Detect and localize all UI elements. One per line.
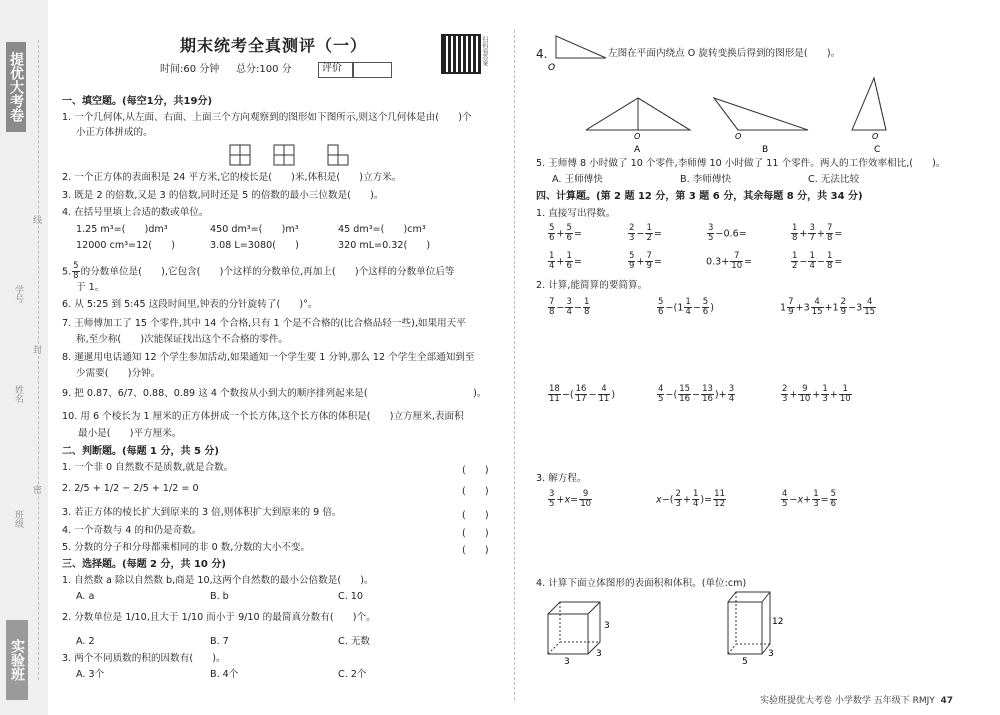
choice-option: B. 4个 [210, 669, 239, 680]
margin-label: 班级 [13, 510, 23, 528]
choice-option: C. 无法比较 [808, 174, 860, 185]
choice-option: C. 10 [338, 591, 364, 602]
calc-item: $\frac{3}{5}$ −0.6= [708, 223, 747, 243]
answer-paren[interactable]: ( ) [462, 510, 489, 521]
judge-4: 4. 一个奇数与 4 的和仍是奇数。 [62, 525, 202, 536]
answer-paren[interactable]: ( ) [462, 528, 489, 539]
choice-option: A. 王师傅快 [552, 174, 603, 185]
question-8-cont: 少需要( )分钟。 [76, 368, 161, 379]
section-true-false: 二、判断题。(每题 1 分，共 5 分) [62, 446, 219, 457]
choice-option: B. b [210, 591, 229, 602]
question-1-cont: 小正方体拼成的。 [76, 127, 153, 138]
question-10-cont: 最小是( )平方厘米。 [78, 428, 182, 439]
cuboid-figure [724, 588, 794, 668]
choice-3: 3. 两个不同质数的积的因数有( )。 [62, 653, 226, 664]
option-c-label: C [874, 145, 881, 155]
calc-item: $\frac{1}{2}$ − $\frac{1}{4}$ − $\frac{1}{8}$ = [792, 251, 843, 271]
point-o-label: O [548, 63, 556, 73]
choice-option: C. 无数 [338, 636, 370, 647]
calc-item: 1 $\frac{7}{9}$ +3 $\frac{4}{15}$ +1 $\frac{2}{9}$ −3 $\frac{4}{15}$ [780, 297, 876, 317]
page-number: 47 [940, 696, 954, 706]
calc-item: 0.3+ $\frac{7}{10}$ = [706, 251, 753, 271]
question-9: 9. 把 0.87、6/7、0.88、0.89 这 4 个数按从小到大的顺序排列起来是( )。 [62, 388, 487, 399]
calc-item: $\frac{4}{5}$ −( $\frac{15}{16}$ − $\frac{13}{16}$ )+ $\frac{3}{4}$ [658, 384, 735, 404]
question-5-cont: 于 1。 [76, 282, 105, 293]
fold-line [514, 30, 515, 700]
calc-item: $\frac{2}{3}$ − $\frac{1}{2}$ = [629, 223, 662, 243]
brand-logo-top: 提优大考卷 [6, 42, 26, 132]
section-fill-blank: 一、填空题。(每空1分，共19分) [62, 96, 213, 107]
judge-2: 2. 2/5 + 1/2 − 2/5 + 1/2 = 0 [62, 483, 199, 494]
svg-text:O: O [634, 132, 641, 141]
question-5: 5. 王师傅 8 小时做了 10 个零件,李师傅 10 小时做了 11 个零件。两人的工作效率相比,( )。 [536, 158, 946, 169]
question-4: 4. 在括号里填上合适的数或单位。 [62, 207, 209, 218]
unit-item: 320 mL=0.32( ) [338, 240, 431, 251]
answer-paren[interactable]: ( ) [462, 465, 489, 476]
question-5: 5. $\frac{5}{8}$ 的分数单位是( ),它包含( )个这样的分数单位,再加上( )个这样的分数单位后等 [62, 261, 455, 281]
margin-label: 封 [31, 345, 41, 354]
qr-caption: 扫码看答案 [481, 36, 488, 66]
footer-text: 实验班提优大考卷 小学数学 五年级下 RMJY 47 [760, 696, 954, 706]
svg-text:3: 3 [596, 649, 602, 659]
unit-item: 1.25 m³=( )dm³ [76, 224, 168, 235]
question-2: 2. 一个正方体的表面积是 24 平方米,它的棱长是( )米,体积是( )立方米。 [62, 172, 402, 183]
svg-text:5: 5 [742, 657, 748, 667]
choice-1: 1. 自然数 a 除以自然数 b,商是 10,这两个自然数的最小公倍数是( )。 [62, 575, 374, 586]
cube-figure [546, 596, 616, 666]
answer-paren[interactable]: ( ) [462, 486, 489, 497]
choice-option: B. 7 [210, 636, 229, 647]
calc-4-title: 4. 计算下面立体图形的表面积和体积。(单位:cm) [536, 578, 747, 589]
cut-line [38, 40, 39, 680]
svg-text:3: 3 [604, 621, 610, 631]
svg-text:3: 3 [564, 657, 570, 667]
svg-text:3: 3 [768, 649, 774, 659]
choice-option: B. 李师傅快 [680, 174, 732, 185]
choice-option: A. 2 [76, 636, 95, 647]
grade-divider [352, 62, 354, 78]
calc-item: $\frac{1}{8}$ + $\frac{3}{7}$ + $\frac{7}{8}$ = [792, 223, 843, 243]
unit-item: 12000 cm³=12( ) [76, 240, 175, 251]
question-4-number: 4. [536, 47, 548, 61]
calc-item: $\frac{5}{9}$ + $\frac{7}{9}$ = [629, 251, 662, 271]
question-3: 3. 既是 2 的倍数,又是 3 的倍数,同时还是 5 的倍数的最小三位数是( )。 [62, 190, 384, 201]
svg-text:12: 12 [772, 617, 784, 627]
calc-item: $\frac{18}{11}$ −( $\frac{16}{17}$ − $\frac{4}{11}$ ) [549, 384, 616, 404]
calc-3-title: 3. 解方程。 [536, 473, 587, 484]
qr-code[interactable] [441, 34, 481, 74]
choice-option: A. 3个 [76, 669, 105, 680]
margin-label: 线 [31, 215, 41, 224]
choice-2: 2. 分数单位是 1/10,且大于 1/10 而小于 9/10 的最简真分数有( )个。 [62, 612, 376, 623]
judge-5: 5. 分数的分子和分母都乘相同的非 0 数,分数的大小不变。 [62, 542, 311, 553]
calc-item: $\frac{2}{3}$ + $\frac{9}{10}$ + $\frac{1}{3}$ + $\frac{1}{10}$ [782, 384, 851, 404]
question-6: 6. 从 5:25 到 5:45 这段时间里,钟表的分针旋转了( )°。 [62, 299, 318, 310]
time-label: 时间:60 分钟 [160, 64, 220, 75]
calc-1-title: 1. 直接写出得数。 [536, 208, 616, 219]
equation: $\frac{4}{5}$ −x+ $\frac{1}{3}$ = $\frac{5}{6}$ [782, 489, 837, 509]
section-calc: 四、计算题。(第 2 题 12 分，第 3 题 6 分，其余每题 8 分，共 34 分) [536, 191, 863, 202]
equation: x−( $\frac{2}{3}$ + $\frac{1}{4}$ )= $\frac{11}{12}$ [656, 489, 725, 509]
three-views-figure [230, 143, 370, 167]
svg-text:O: O [735, 132, 742, 141]
judge-3: 3. 若正方体的棱长扩大到原来的 3 倍,则体积扩大到原来的 9 倍。 [62, 507, 342, 518]
question-1: 1. 一个几何体,从左面、右面、上面三个方向观察到的图形如下图所示,则这个几何体是由( )个 [62, 112, 472, 123]
option-a-label: A [634, 145, 641, 155]
unit-item: 450 dm³=( )m³ [210, 224, 299, 235]
question-7: 7. 王师傅加工了 15 个零件,其中 14 个合格,只有 1 个是不合格的(比合格品轻一些),如果用天平 [62, 318, 466, 329]
choice-option: C. 2个 [338, 669, 367, 680]
rotation-options [582, 96, 881, 156]
choice-option: A. a [76, 591, 95, 602]
calc-item: $\frac{1}{4}$ + $\frac{1}{6}$ = [549, 251, 582, 271]
question-4-text: 左图在平面内绕点 O 旋转变换后得到的图形是( )。 [608, 48, 841, 59]
calc-2-title: 2. 计算,能简算的要简算。 [536, 280, 648, 291]
brand-logo-bottom: 实验班 [6, 620, 28, 700]
section-choice: 三、选择题。(每题 2 分，共 10 分) [62, 559, 226, 570]
question-7-cont: 称,至少称( )次能保证找出这个不合格的零件。 [76, 334, 289, 345]
calc-item: $\frac{7}{8}$ − $\frac{3}{4}$ − $\frac{1}{8}$ [549, 297, 590, 317]
equation: $\frac{3}{5}$ +x= $\frac{9}{10}$ [549, 489, 592, 509]
unit-item: 45 dm³=( )cm³ [338, 224, 426, 235]
calc-item: $\frac{5}{6}$ + $\frac{5}{6}$ = [549, 223, 582, 243]
option-b-label: B [762, 145, 769, 155]
svg-text:O: O [872, 132, 879, 141]
margin-label: 姓名 [13, 385, 23, 403]
page-title: 期末统考全真测评（一） [180, 36, 368, 55]
margin-label: 学号 [13, 285, 23, 303]
unit-item: 3.08 L=3080( ) [210, 240, 299, 251]
answer-paren[interactable]: ( ) [462, 545, 489, 556]
fraction: $\frac{5}{8}$ [73, 261, 79, 281]
question-8: 8. 暹暹用电话通知 12 个学生参加活动,如果通知一个学生要 1 分钟,那么 12 个学生全部通知到至 [62, 352, 475, 363]
judge-1: 1. 一个非 0 自然数不是质数,就是合数。 [62, 462, 234, 473]
margin-label: 密 [31, 485, 41, 494]
score-label: 总分:100 分 [236, 64, 292, 75]
question-10: 10. 用 6 个棱长为 1 厘米的正方体拼成一个长方体,这个长方体的体积是( )立方厘米,表面积 [62, 411, 464, 422]
grade-label: 评价 [322, 63, 342, 74]
calc-item: $\frac{5}{6}$ −(1 $\frac{1}{4}$ − $\frac{5}{6}$ ) [658, 297, 714, 317]
